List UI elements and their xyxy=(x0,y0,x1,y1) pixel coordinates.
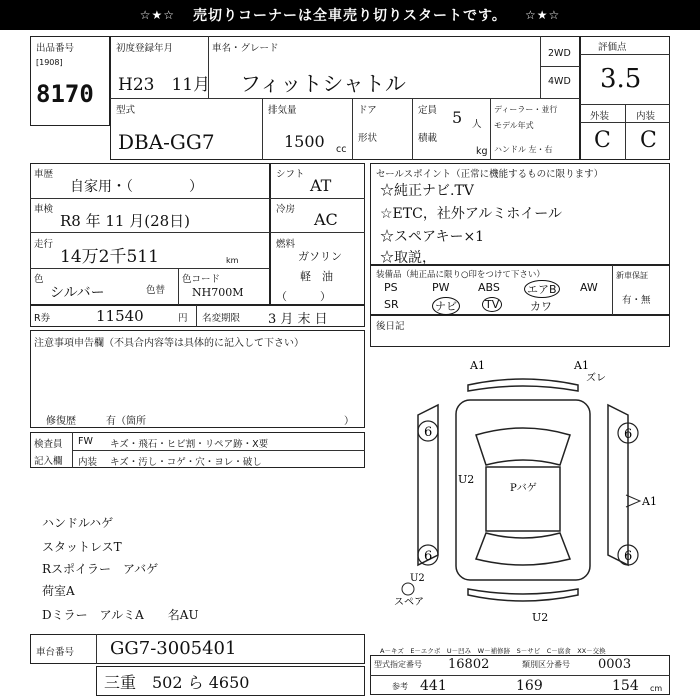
repair-value: 有（箇所 xyxy=(106,416,146,427)
mark-u2-rear: U2 xyxy=(532,611,549,624)
shape-label: 形状 xyxy=(358,133,378,144)
first-reg-label: 初度登録年月 xyxy=(116,43,174,54)
notes-label: 注意事項申告欄（不具合内容等は具体的に記入して下さい） xyxy=(34,338,304,349)
inspector-note-2: スタットレスT xyxy=(42,540,122,554)
wheel-fl-label: 6 xyxy=(424,425,433,440)
fuel-value2: 軽 油 xyxy=(300,270,333,283)
displacement-value: 1500 xyxy=(284,132,325,151)
inspector-naiso: 内装 xyxy=(78,457,98,468)
repair-label: 修復歴 xyxy=(46,416,76,427)
history-label: 車歴 xyxy=(34,169,54,180)
equip-navi: ナビ xyxy=(432,297,460,315)
ext-value: C xyxy=(594,128,611,153)
sales-item-1: ☆純正ナビ.TV xyxy=(380,183,474,199)
equip-leather: カワ xyxy=(530,300,552,313)
wheel-fr-label: 6 xyxy=(624,427,633,442)
eval-value: 3.5 xyxy=(600,64,642,94)
inspector-note-5: Dミラー アルミA 名AU xyxy=(42,608,199,622)
model-code-label: 型式指定番号 xyxy=(374,660,422,669)
inspector-label1: 検査員 xyxy=(34,439,63,450)
banner-stars-right: ☆★☆ xyxy=(524,8,561,22)
equip-pw: PW xyxy=(432,281,450,294)
new-car-label: 新車保証 xyxy=(616,271,648,280)
wd4-label: 4WD xyxy=(548,76,571,87)
recycle-value: 11540 xyxy=(96,307,144,325)
sales-item-3: ☆スペアキー×1 xyxy=(380,229,485,245)
fuel-paren: （ ） xyxy=(276,290,331,303)
inspector-fw: FW xyxy=(78,436,93,447)
inspector-note-1: ハンドルハゲ xyxy=(42,516,114,530)
category-value: 0003 xyxy=(598,657,632,672)
model-value: DBA-GG7 xyxy=(118,130,215,154)
dims-label: 参考 xyxy=(392,682,408,691)
mileage-label: 走行 xyxy=(34,239,54,250)
model-year-label: モデル年式 xyxy=(494,121,534,130)
banner-text: 売切りコーナーは全車売り切りスタートです。 xyxy=(193,8,507,24)
inspector-label2: 記入欄 xyxy=(34,456,63,467)
dim1: 441 xyxy=(420,678,447,694)
color-label: 色 xyxy=(34,274,44,285)
equip-aw: AW xyxy=(580,281,598,294)
later-label: 後日記 xyxy=(376,321,405,332)
recycle-unit: 円 xyxy=(178,313,188,324)
sales-item-4: ☆取説， xyxy=(380,250,436,266)
mark-a1-front-left: A1 xyxy=(470,359,485,372)
equip-sr: SR xyxy=(384,298,399,311)
capacity-label: 定員 xyxy=(418,105,438,116)
inspector-note-3: Rスポイラー アバゲ xyxy=(42,562,159,576)
load-unit: kg xyxy=(476,146,488,157)
car-name-label: 車名・グレード xyxy=(212,43,279,54)
repair-close: ） xyxy=(344,416,354,427)
mark-u2-rear-left: U2 xyxy=(410,573,425,584)
new-car-value: 有・無 xyxy=(622,295,651,306)
dim2: 169 xyxy=(516,678,543,694)
dim-unit: cm xyxy=(650,684,663,693)
int-value: C xyxy=(640,128,657,153)
ac-label: 冷房 xyxy=(276,204,296,215)
inspection-label: 車検 xyxy=(34,204,54,215)
displacement-unit: cc xyxy=(336,144,347,155)
ac-value: AC xyxy=(314,210,338,229)
mark-u2-left: U2 xyxy=(458,473,475,486)
inspector-row1: キズ・飛石・ヒビ割・リペア跡・X要 xyxy=(110,439,269,450)
later-notes-box xyxy=(370,315,670,347)
capacity-value: 5 xyxy=(452,108,463,127)
car-name-value: フィットシャトル xyxy=(240,72,406,96)
history-value: 自家用・（ ） xyxy=(70,179,203,195)
mark-zure: ズレ xyxy=(586,373,606,384)
equipment-label: 装備品（純正品に限り○印をつけて下さい） xyxy=(376,270,545,280)
model-label: 型式 xyxy=(116,105,136,116)
sales-label: セールスポイント（正常に機能するものに限ります） xyxy=(376,169,604,180)
fuel-label: 燃料 xyxy=(276,239,296,250)
color-value: シルバー xyxy=(50,285,105,301)
inspector-note-4: 荷室A xyxy=(42,584,75,598)
top-banner xyxy=(0,0,700,30)
model-code-value: 16802 xyxy=(448,657,490,672)
lot-label: 出品番号 xyxy=(36,43,75,54)
sales-item-2: ☆ETC，社外アルミホイール xyxy=(380,206,562,222)
recycle-label: R券 xyxy=(34,313,51,324)
color-code-label: 色コード xyxy=(182,274,221,285)
equip-airbag: エアB xyxy=(524,280,560,298)
chassis-label: 車台番号 xyxy=(36,647,75,658)
mileage-unit: km xyxy=(226,256,239,265)
load-label: 積載 xyxy=(418,133,438,144)
name-change-value: 3 月 末 日 xyxy=(268,312,328,327)
legend-text: A－キズ E－エクボ U－凹み W－補修跡 S－サビ C－腐食 XX－交換 xyxy=(380,647,606,655)
equip-ps: PS xyxy=(384,281,398,294)
int-label: 内装 xyxy=(636,111,656,122)
mileage-value: 14万2千511 xyxy=(60,247,159,267)
inspection-value: R8 年 11 月(28日) xyxy=(60,212,191,230)
equip-tv: TV xyxy=(482,297,502,312)
wheel-rr-label: 6 xyxy=(624,549,633,564)
shift-value: AT xyxy=(310,176,332,195)
mark-p-bage: Pバゲ xyxy=(510,483,537,494)
first-reg-value: H23 11月 xyxy=(118,75,211,95)
door-label: ドア xyxy=(358,105,377,116)
mark-a1-front-right: A1 xyxy=(574,359,589,372)
handle-label: ハンドル 左・右 xyxy=(494,145,553,154)
plate-value: 三重 502 ら 4650 xyxy=(104,673,250,692)
equip-abs: ABS xyxy=(478,281,500,294)
displacement-label: 排気量 xyxy=(268,105,297,116)
shift-label: シフト xyxy=(276,169,305,180)
chassis-value: GG7-3005401 xyxy=(110,638,237,659)
name-change-label: 名変期限 xyxy=(202,313,241,324)
dim3: 154 xyxy=(612,678,639,694)
lot-number: 8170 xyxy=(36,80,94,108)
mark-a1-right: A1 xyxy=(642,495,657,508)
fuel-value1: ガソリン xyxy=(298,250,342,263)
car-damage-diagram xyxy=(378,355,668,625)
banner-stars-left: ☆★☆ xyxy=(139,8,176,22)
color-code-value: NH700M xyxy=(192,286,244,299)
ext-label: 外装 xyxy=(590,111,610,122)
mark-spare: スペア xyxy=(394,597,424,608)
capacity-unit: 人 xyxy=(472,119,482,130)
wd2-label: 2WD xyxy=(548,48,571,59)
inspector-row2: キズ・汚し・コゲ・穴・ヨレ・破し xyxy=(110,457,262,468)
category-label: 類別区分番号 xyxy=(522,660,570,669)
eval-label: 評価点 xyxy=(598,42,627,53)
spare-circle xyxy=(402,583,414,595)
wheel-rl-label: 6 xyxy=(424,549,433,564)
dealer-label: ディーラー・並行 xyxy=(494,105,558,114)
color-change-label: 色替 xyxy=(146,285,166,296)
lot-small: [1908] xyxy=(36,58,63,67)
